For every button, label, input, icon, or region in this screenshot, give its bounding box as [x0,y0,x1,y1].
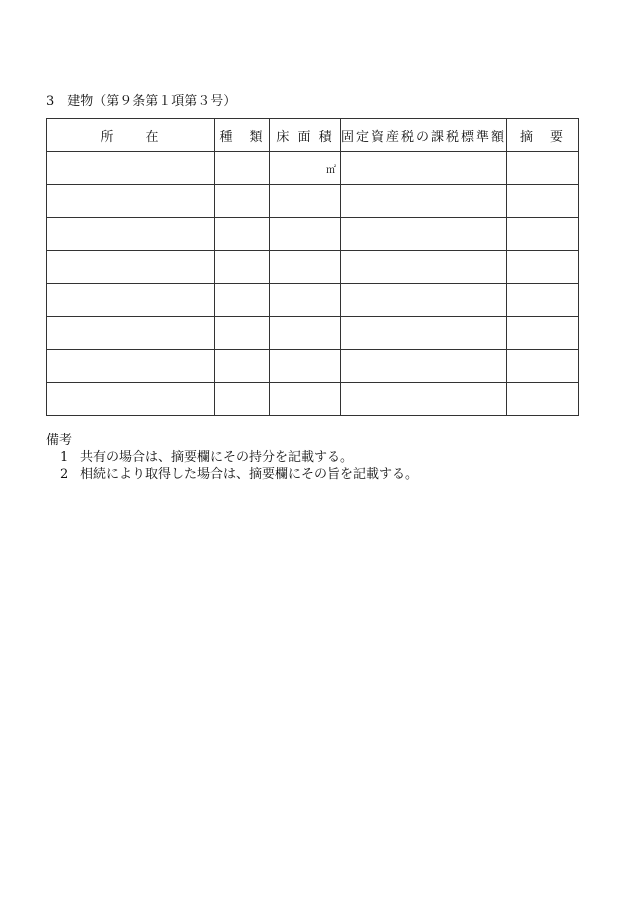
remarks-cell [507,284,579,317]
notes-heading: 備考 [46,433,73,448]
type-cell [215,185,270,218]
area-unit-label: ㎡ [326,164,336,176]
remarks-cell [507,152,579,185]
remarks-cell [507,251,579,284]
header-floor-area: 床 面 積 [270,119,341,152]
remarks-cell [507,185,579,218]
table-row [47,185,579,218]
table-row [47,350,579,383]
note-item [46,466,418,483]
floor-area-cell [270,185,341,218]
table-row [47,284,579,317]
building-register-table [46,118,579,416]
floor-area-cell [270,383,341,416]
tax-base-cell [341,383,507,416]
note-number: 2 [60,467,69,482]
type-cell [215,284,270,317]
location-cell [47,218,215,251]
type-cell [215,317,270,350]
type-cell [215,350,270,383]
floor-area-cell [270,152,341,185]
floor-area-cell [270,350,341,383]
header-location: 所 在 [47,119,215,152]
table-row [47,317,579,350]
remarks-cell [507,350,579,383]
table-row [47,251,579,284]
section-title: 3 建物（第９条第１項第３号） [46,94,237,109]
note-text: 共有の場合は、摘要欄にその持分を記載する。 [80,450,354,465]
floor-area-cell [270,251,341,284]
table-header-row [47,119,579,152]
location-cell [47,317,215,350]
table-row [47,218,579,251]
remarks-cell [507,383,579,416]
header-type: 種 類 [215,119,270,152]
tax-base-cell [341,317,507,350]
tax-base-cell [341,284,507,317]
tax-base-cell [341,350,507,383]
tax-base-cell [341,152,507,185]
notes-section [46,432,418,483]
tax-base-cell [341,185,507,218]
remarks-cell [507,317,579,350]
remarks-cell [507,218,579,251]
floor-area-cell [270,317,341,350]
location-cell [47,251,215,284]
type-cell [215,152,270,185]
type-cell [215,218,270,251]
floor-area-cell [270,218,341,251]
note-item [46,449,418,466]
location-cell [47,350,215,383]
header-tax-base-value: 固定資産税の課税標準額 [341,119,507,152]
header-remarks: 摘 要 [507,119,579,152]
note-text: 相続により取得した場合は、摘要欄にその旨を記載する。 [80,467,419,482]
location-cell [47,383,215,416]
location-cell [47,185,215,218]
table-row [47,152,579,185]
tax-base-cell [341,251,507,284]
type-cell [215,383,270,416]
location-cell [47,152,215,185]
location-cell [47,284,215,317]
table-row [47,383,579,416]
tax-base-cell [341,218,507,251]
note-number: 1 [60,450,69,465]
type-cell [215,251,270,284]
floor-area-cell [270,284,341,317]
